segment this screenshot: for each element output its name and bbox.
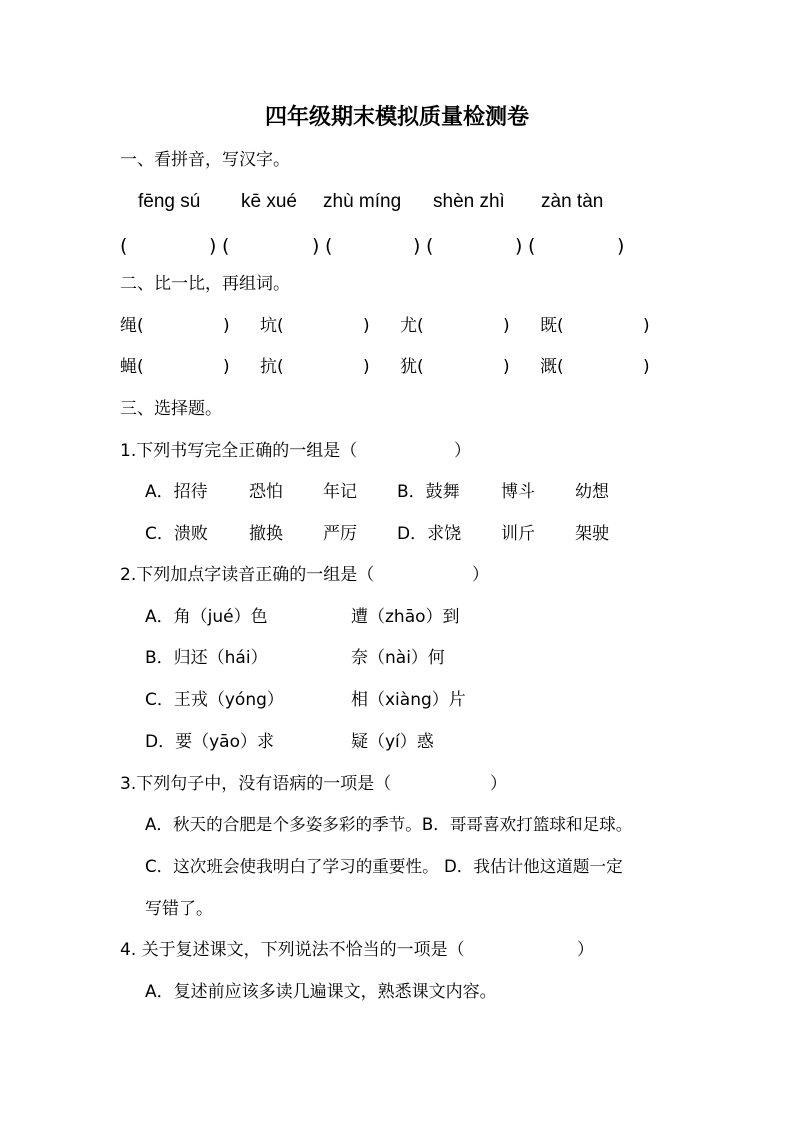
compare-word-2: 坑( [260, 316, 284, 336]
answer-paren-close-1: ) [209, 235, 217, 257]
compare-close-8: ) [643, 357, 650, 377]
compare-close-7: ) [503, 357, 510, 377]
q1-option-d-2: 训斤 [501, 524, 535, 544]
q1-option-a-1: A．招待 [145, 482, 208, 502]
q1-close: ） [454, 441, 471, 461]
q4-option-a: A．复述前应该多读几遍课文，熟悉课文内容。 [145, 982, 497, 1002]
compare-close-1: ) [223, 316, 230, 336]
q4-close: ） [577, 940, 594, 960]
pinyin-3: zhù míng [323, 191, 402, 212]
compare-close-2: ) [363, 316, 370, 336]
q4-stem: 4. 关于复述课文，下列说法不恰当的一项是（ [120, 940, 465, 960]
q2-option-d-left: D．要（yāo）求 [145, 732, 274, 752]
q1-option-b-3: 幼想 [575, 482, 609, 502]
q1-option-a-3: 年记 [323, 482, 357, 502]
q2-close: ） [472, 565, 489, 585]
pinyin-5: zàn tàn [541, 191, 604, 212]
q1-option-b-1: B．鼓舞 [397, 482, 460, 502]
q2-option-a-left: A．角（jué）色 [145, 607, 268, 627]
q2-option-d-right: 疑（yí）惑 [351, 732, 434, 752]
compare-word-8: 溉( [540, 357, 564, 377]
q3-close: ） [490, 774, 507, 794]
section3-heading: 三、选择题。 [120, 399, 222, 419]
compare-close-4: ) [643, 316, 650, 336]
q2-option-a-right: 遭（zhāo）到 [351, 607, 460, 627]
compare-close-5: ) [223, 357, 230, 377]
pinyin-4: shèn zhì [433, 191, 505, 212]
q1-option-c-3: 严厉 [323, 524, 357, 544]
compare-word-1: 绳( [120, 316, 144, 336]
q3-options-line-2: C．这次班会使我明白了学习的重要性。 D．我估计他这道题一定 [145, 857, 623, 876]
page-title: 四年级期末模拟质量检测卷 [264, 105, 529, 130]
answer-paren-close-4: ) [515, 235, 523, 257]
q1-option-b-2: 博斗 [501, 482, 535, 502]
answer-paren-close-5: ) [617, 235, 625, 257]
compare-word-5: 蝇( [120, 357, 144, 377]
answer-paren-close-3: ) [413, 235, 421, 257]
pinyin-2: kē xué [241, 191, 297, 212]
q1-stem: 1.下列书写完全正确的一组是（ [120, 441, 358, 461]
answer-paren-open-1: ( [120, 235, 128, 257]
q3-stem: 3.下列句子中，没有语病的一项是（ [120, 774, 392, 794]
section1-heading: 一、看拼音，写汉字。 [120, 150, 290, 170]
q1-option-c-2: 撤换 [249, 524, 283, 544]
pinyin-1: fēng sú [138, 191, 201, 212]
q1-option-d-1: D．求饶 [397, 524, 462, 544]
q3-options-line-3: 写错了。 [145, 899, 213, 919]
compare-close-3: ) [503, 316, 510, 336]
q1-option-c-1: C．溃败 [145, 524, 208, 544]
answer-paren-open-4: ( [426, 235, 434, 257]
q2-option-c-left: C．王戎（yóng） [145, 690, 284, 710]
section2-heading: 二、比一比，再组词。 [120, 274, 290, 294]
q1-option-a-2: 恐怕 [249, 482, 283, 502]
compare-word-3: 尤( [400, 316, 424, 336]
compare-word-4: 既( [540, 316, 564, 336]
q1-option-d-3: 架驶 [575, 524, 609, 544]
q2-option-c-right: 相（xiàng）片 [351, 690, 466, 710]
q3-options-line-1: A．秋天的合肥是个多姿多彩的季节。B．哥哥喜欢打篮球和足球。 [145, 815, 633, 834]
q2-stem: 2.下列加点字读音正确的一组是（ [120, 565, 375, 585]
answer-paren-close-2: ) [312, 235, 320, 257]
q2-option-b-right: 奈（nài）何 [351, 648, 445, 668]
q2-option-b-left: B．归还（hái） [145, 648, 268, 668]
compare-word-7: 犹( [400, 357, 424, 377]
answer-paren-open-3: ( [325, 235, 333, 257]
answer-paren-open-2: ( [222, 235, 230, 257]
compare-word-6: 抗( [260, 357, 284, 377]
answer-paren-open-5: ( [528, 235, 536, 257]
compare-close-6: ) [363, 357, 370, 377]
